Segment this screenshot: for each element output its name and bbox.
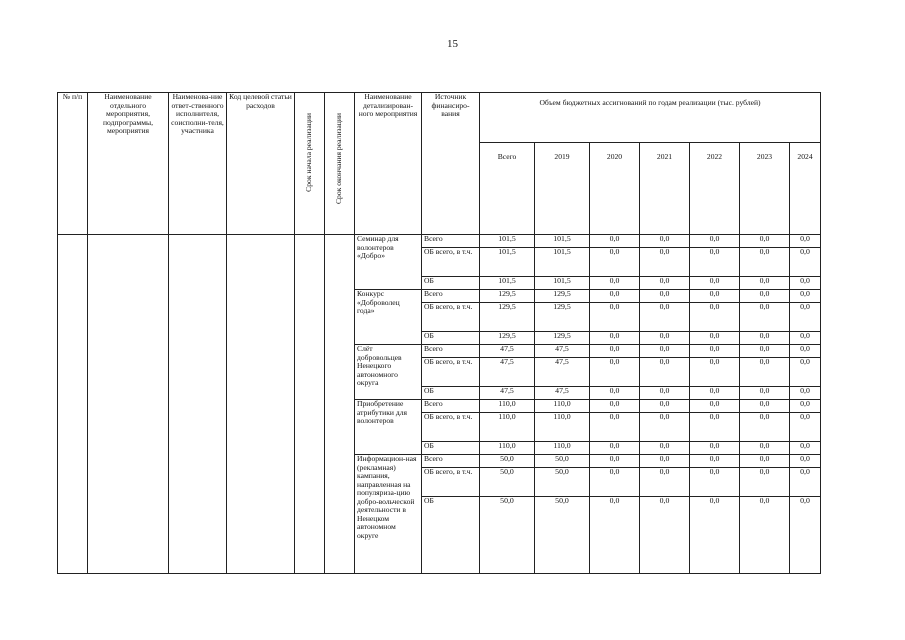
header-end-label: Срок окончания реализации: [334, 113, 344, 205]
value-cell: 101,5: [535, 235, 590, 248]
value-cell: 0,0: [640, 497, 690, 574]
value-cell: 0,0: [790, 468, 821, 497]
value-cell: 47,5: [480, 345, 535, 358]
value-cell: 101,5: [535, 248, 590, 277]
value-cell: 0,0: [590, 345, 640, 358]
value-cell: 0,0: [640, 290, 690, 303]
value-cell: 129,5: [480, 303, 535, 332]
value-cell: 0,0: [590, 400, 640, 413]
value-cell: 0,0: [740, 290, 790, 303]
value-cell: 0,0: [790, 235, 821, 248]
value-cell: 0,0: [690, 345, 740, 358]
value-cell: 0,0: [690, 455, 740, 468]
cell-code: [227, 235, 295, 574]
value-cell: 0,0: [740, 235, 790, 248]
budget-table: [57, 92, 821, 574]
value-cell: 0,0: [590, 468, 640, 497]
value-cell: 50,0: [480, 468, 535, 497]
source-cell: Всего: [422, 290, 480, 303]
cell-end: [325, 235, 355, 574]
value-cell: 110,0: [480, 442, 535, 455]
value-cell: 50,0: [535, 468, 590, 497]
value-cell: 0,0: [640, 248, 690, 277]
value-cell: 0,0: [690, 468, 740, 497]
source-cell: ОБ всего, в т.ч.: [422, 303, 480, 332]
value-cell: 0,0: [740, 442, 790, 455]
value-cell: 0,0: [590, 455, 640, 468]
value-cell: 0,0: [690, 442, 740, 455]
value-cell: 0,0: [690, 248, 740, 277]
value-cell: 0,0: [690, 358, 740, 387]
value-cell: 50,0: [535, 497, 590, 574]
value-cell: 0,0: [590, 332, 640, 345]
value-cell: 0,0: [640, 235, 690, 248]
source-cell: ОБ всего, в т.ч.: [422, 468, 480, 497]
page-number: 15: [447, 38, 458, 50]
value-cell: 0,0: [640, 358, 690, 387]
source-cell: Всего: [422, 235, 480, 248]
value-cell: 110,0: [480, 400, 535, 413]
header-year-2023: 2023: [740, 143, 790, 235]
source-cell: Всего: [422, 345, 480, 358]
value-cell: 47,5: [480, 387, 535, 400]
header-code: Код целевой статьи расходов: [227, 93, 295, 235]
value-cell: 0,0: [690, 290, 740, 303]
value-cell: 0,0: [790, 413, 821, 442]
header-volume: Объем бюджетных ассигнований по годам реализации (тыс. рублей): [480, 93, 821, 143]
value-cell: 0,0: [740, 277, 790, 290]
header-year-2024: 2024: [790, 143, 821, 235]
source-cell: ОБ всего, в т.ч.: [422, 358, 480, 387]
value-cell: 0,0: [590, 497, 640, 574]
value-cell: 0,0: [640, 303, 690, 332]
value-cell: 50,0: [535, 455, 590, 468]
value-cell: 0,0: [640, 413, 690, 442]
source-cell: ОБ всего, в т.ч.: [422, 248, 480, 277]
detail-name: Информацион-ная (рекламная) кампания, направленная на популяриза-цию добро-вольческой деятельности в Ненецком автономном округе: [355, 455, 422, 574]
value-cell: 0,0: [640, 442, 690, 455]
header-year-total: Всего: [480, 143, 535, 235]
value-cell: 0,0: [740, 497, 790, 574]
value-cell: 0,0: [690, 413, 740, 442]
value-cell: 0,0: [590, 303, 640, 332]
value-cell: 50,0: [480, 455, 535, 468]
source-cell: ОБ: [422, 497, 480, 574]
value-cell: 129,5: [480, 290, 535, 303]
value-cell: 129,5: [535, 303, 590, 332]
value-cell: 0,0: [590, 358, 640, 387]
value-cell: 0,0: [740, 332, 790, 345]
value-cell: 0,0: [590, 387, 640, 400]
value-cell: 0,0: [790, 248, 821, 277]
header-end: [325, 93, 355, 235]
header-start-label: Срок начала реализации: [304, 113, 314, 192]
value-cell: 47,5: [535, 345, 590, 358]
value-cell: 50,0: [480, 497, 535, 574]
value-cell: 0,0: [640, 468, 690, 497]
source-cell: ОБ: [422, 442, 480, 455]
value-cell: 101,5: [480, 277, 535, 290]
source-cell: ОБ: [422, 332, 480, 345]
value-cell: 0,0: [590, 442, 640, 455]
cell-name: [88, 235, 169, 574]
value-cell: 110,0: [535, 400, 590, 413]
value-cell: 0,0: [790, 455, 821, 468]
value-cell: 110,0: [535, 413, 590, 442]
value-cell: 0,0: [690, 303, 740, 332]
value-cell: 47,5: [480, 358, 535, 387]
value-cell: 0,0: [790, 332, 821, 345]
header-start: [295, 93, 325, 235]
value-cell: 110,0: [535, 442, 590, 455]
value-cell: 0,0: [690, 400, 740, 413]
value-cell: 0,0: [740, 345, 790, 358]
value-cell: 0,0: [740, 387, 790, 400]
value-cell: 0,0: [640, 277, 690, 290]
header-detail: Наименование детализирован-ного мероприятия: [355, 93, 422, 235]
cell-start: [295, 235, 325, 574]
table-row: [58, 235, 821, 248]
source-cell: Всего: [422, 400, 480, 413]
source-cell: ОБ всего, в т.ч.: [422, 413, 480, 442]
cell-num: [58, 235, 88, 574]
header-year-2022: 2022: [690, 143, 740, 235]
detail-name: Конкурс «Доброволец года»: [355, 290, 422, 345]
value-cell: 0,0: [640, 332, 690, 345]
value-cell: 0,0: [640, 455, 690, 468]
value-cell: 0,0: [790, 442, 821, 455]
value-cell: 0,0: [790, 290, 821, 303]
detail-name: Семинар для волонтеров «Добро»: [355, 235, 422, 290]
value-cell: 0,0: [790, 358, 821, 387]
value-cell: 0,0: [790, 387, 821, 400]
value-cell: 0,0: [740, 455, 790, 468]
value-cell: 47,5: [535, 387, 590, 400]
header-source: Источник финансиро-вания: [422, 93, 480, 235]
value-cell: 0,0: [690, 497, 740, 574]
header-num: № п/п: [58, 93, 88, 235]
value-cell: 0,0: [740, 248, 790, 277]
header-year-2019: 2019: [535, 143, 590, 235]
value-cell: 0,0: [640, 400, 690, 413]
value-cell: 0,0: [690, 235, 740, 248]
value-cell: 0,0: [640, 345, 690, 358]
value-cell: 0,0: [790, 277, 821, 290]
value-cell: 0,0: [640, 387, 690, 400]
cell-executor: [169, 235, 227, 574]
value-cell: 0,0: [590, 290, 640, 303]
detail-name: Приобретение атрибутики для волонтеров: [355, 400, 422, 455]
value-cell: 101,5: [535, 277, 590, 290]
value-cell: 0,0: [790, 400, 821, 413]
source-cell: Всего: [422, 455, 480, 468]
detail-name: Слёт добровольцев Ненецкого автономного округа: [355, 345, 422, 400]
value-cell: 0,0: [740, 400, 790, 413]
value-cell: 0,0: [790, 345, 821, 358]
value-cell: 0,0: [740, 468, 790, 497]
value-cell: 0,0: [740, 358, 790, 387]
value-cell: 0,0: [690, 387, 740, 400]
value-cell: 0,0: [590, 248, 640, 277]
value-cell: 101,5: [480, 248, 535, 277]
header-year-2021: 2021: [640, 143, 690, 235]
value-cell: 0,0: [690, 277, 740, 290]
value-cell: 0,0: [740, 413, 790, 442]
value-cell: 101,5: [480, 235, 535, 248]
header-year-2020: 2020: [590, 143, 640, 235]
value-cell: 0,0: [590, 235, 640, 248]
value-cell: 0,0: [690, 332, 740, 345]
value-cell: 0,0: [740, 303, 790, 332]
value-cell: 129,5: [480, 332, 535, 345]
source-cell: ОБ: [422, 387, 480, 400]
value-cell: 0,0: [790, 303, 821, 332]
value-cell: 0,0: [790, 497, 821, 574]
value-cell: 47,5: [535, 358, 590, 387]
header-name: Наименование отдельного мероприятия, подпрограммы, мероприятия: [88, 93, 169, 235]
value-cell: 129,5: [535, 332, 590, 345]
value-cell: 129,5: [535, 290, 590, 303]
source-cell: ОБ: [422, 277, 480, 290]
header-executor: Наименова-ние ответ-ственного исполнителя, соисполни-теля, участника: [169, 93, 227, 235]
value-cell: 110,0: [480, 413, 535, 442]
value-cell: 0,0: [590, 413, 640, 442]
value-cell: 0,0: [590, 277, 640, 290]
